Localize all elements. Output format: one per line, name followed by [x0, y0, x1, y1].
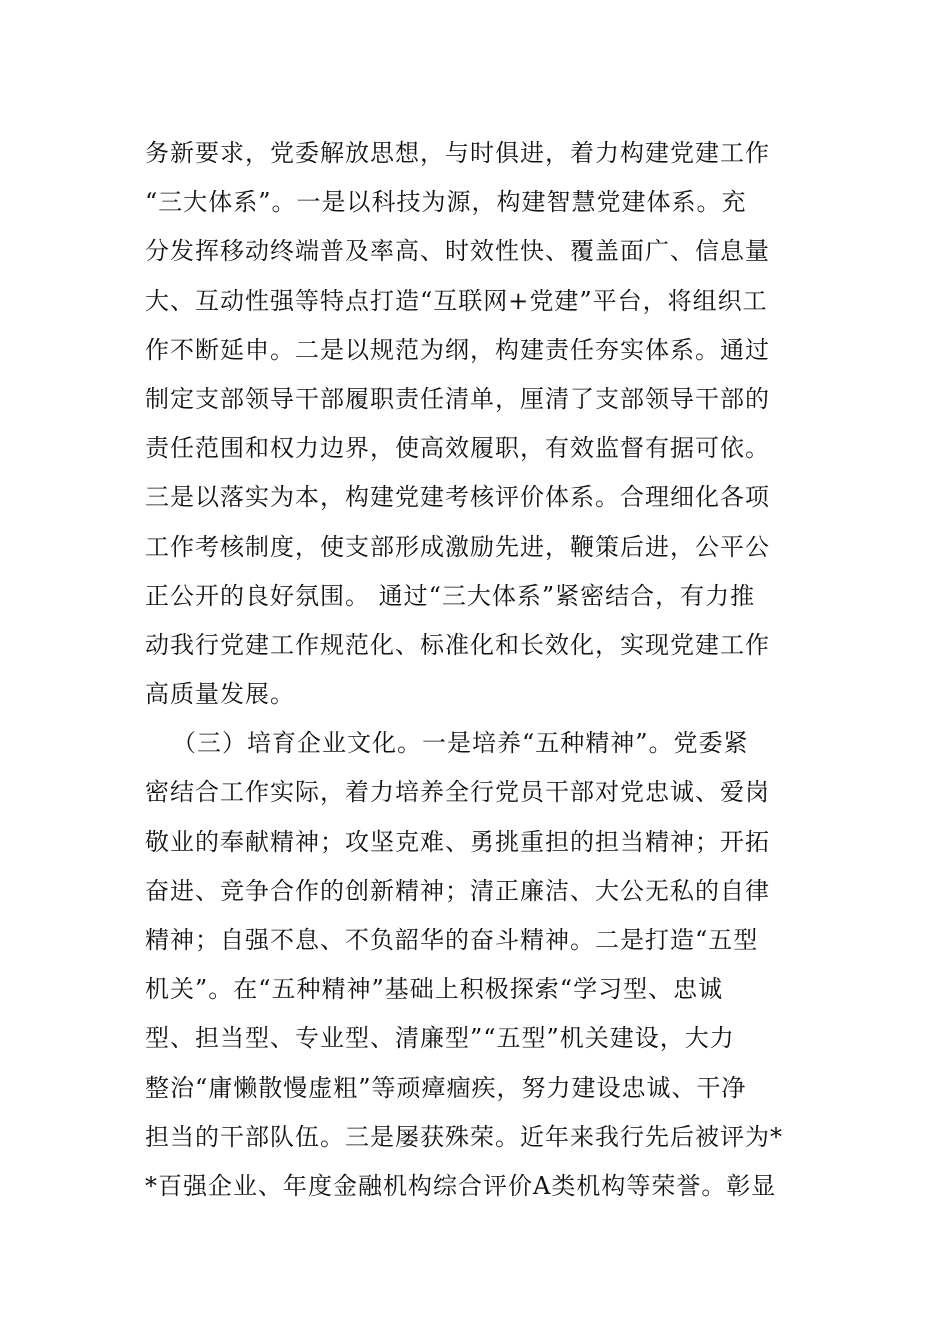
text-line: 制定支部领导干部履职责任清单，厘清了支部领导干部的 [145, 384, 770, 413]
text-line: 动我行党建工作规范化、标准化和长效化，实现党建工作 [145, 630, 770, 659]
text-line: 敬业的奉献精神；攻坚克难、勇挑重担的担当精神；开拓 [145, 827, 770, 856]
text-line: 担当的干部队伍。三是屡获殊荣。近年来我行先后被评为* [145, 1122, 783, 1151]
text-line: 密结合工作实际，着力培养全行党员干部对党忠诚、爱岗 [145, 778, 770, 807]
text-line: 高质量发展。 [145, 680, 295, 709]
text-line: 精神；自强不息、不负韶华的奋斗精神。二是打造“五型 [145, 926, 759, 954]
text-line: 三是以落实为本，构建党建考核评价体系。合理细化各项 [145, 483, 770, 512]
section-heading-line: （三）培育企业文化。一是培养“五种精神”。党委紧 [172, 729, 749, 758]
text-line: 分发挥移动终端普及率高、时效性快、覆盖面广、信息量 [145, 237, 770, 266]
text-line: 务新要求，党委解放思想，与时俱进，着力构建党建工作 [145, 139, 770, 167]
text-line: 整治“庸懒散慢虚粗”等顽瘴痼疾，努力建设忠诚、干净 [145, 1073, 747, 1102]
text-line: 大、互动性强等特点打造“互联网+党建”平台，将组织工 [145, 286, 768, 315]
text-line: “三大体系”。一是以科技为源，构建智慧党建体系。充 [145, 188, 747, 217]
body-text [145, 129, 805, 1211]
text-line: 机关”。在“五种精神”基础上积极探索“学习型、忠诚 [145, 975, 724, 1004]
text-line: 型、担当型、专业型、清廉型”“五型”机关建设，大力 [145, 1024, 735, 1053]
text-line: 工作考核制度，使支部形成激励先进，鞭策后进，公平公 [145, 532, 770, 561]
text-line: 责任范围和权力边界，使高效履职，有效监督有据可依。 [145, 434, 770, 463]
text-line: 奋进、竞争合作的创新精神；清正廉洁、大公无私的自律 [145, 876, 770, 905]
text-line: 正公开的良好氛围。 通过“三大体系”紧密结合，有力推 [145, 581, 756, 610]
text-line: 作不断延申。二是以规范为纲，构建责任夯实体系。通过 [145, 335, 770, 364]
text-line: *百强企业、年度金融机构综合评价A类机构等荣誉。彰显 [145, 1171, 777, 1200]
